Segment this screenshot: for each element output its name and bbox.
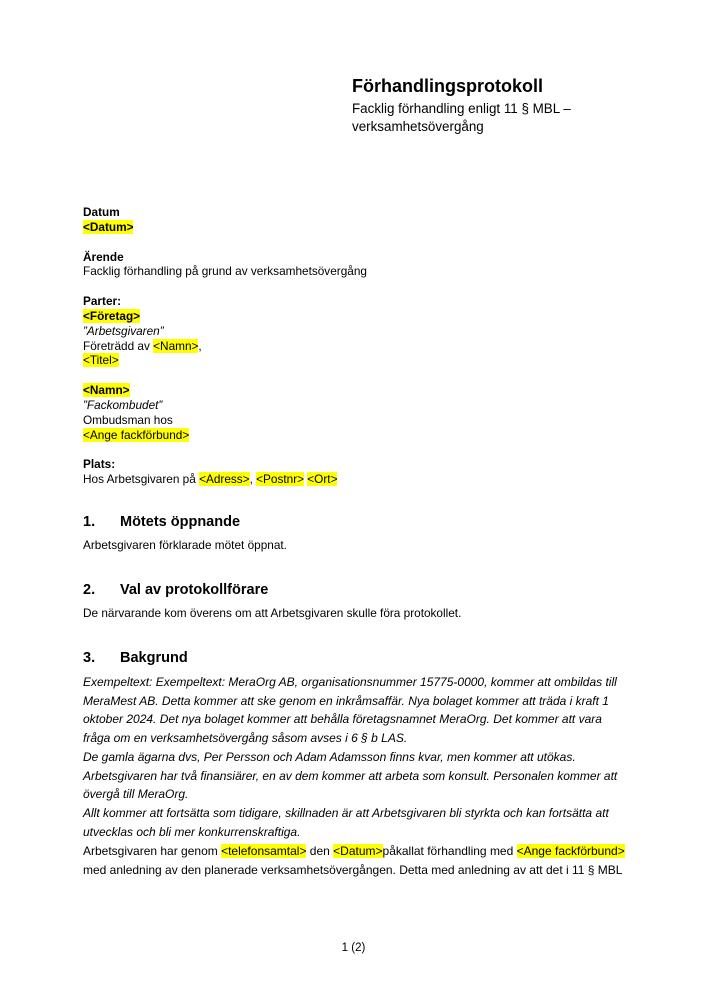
closing-run-2: den: [306, 843, 334, 858]
document-body: [83, 205, 629, 879]
section-1-number: 1.: [83, 513, 96, 530]
section-1-title: Mötets öppnande: [120, 513, 241, 530]
subtitle-line-2: verksamhetsövergång: [352, 118, 484, 134]
section-3-title: Bakgrund: [120, 649, 188, 666]
section-2-heading: [83, 581, 629, 599]
address-placeholder: <Adress>: [199, 472, 250, 487]
company-placeholder: <Företag>: [83, 308, 141, 323]
represented-by-text: Företrädd av: [83, 338, 154, 353]
background-example-paragraph-1: Exempeltext: Exempeltext: MeraOrg AB, organisationsnummer 15775-0000, kommer att ombildas till MeraMest AB. Detta kommer att ske genom en inkråmsaffär. Nya bolaget kommer att träda i kraft 1 oktober 2024. Det nya bolaget kommer att behålla företagsnamnet MeraOrg. Det kommer att vara fråga om en verksamhetsövergång såsom avses i 6 § b LAS.: [83, 674, 617, 746]
document-subtitle: [352, 100, 652, 136]
datum-label: Datum: [83, 205, 120, 219]
union-party: [83, 383, 629, 442]
closing-run-3: påkallat förhandling med: [382, 843, 517, 858]
title-placeholder: <Titel>: [83, 353, 119, 368]
postnr-placeholder: <Postnr>: [256, 472, 305, 487]
company-line: [83, 309, 629, 324]
represented-by-comma: ,: [198, 338, 202, 353]
represented-by-line: [83, 339, 629, 354]
arende-label: Ärende: [83, 249, 124, 264]
section-3-number: 3.: [83, 649, 96, 666]
page-number: 1 (2): [341, 942, 366, 954]
union-role: ”Fackombudet”: [83, 397, 163, 412]
plats-line: [83, 472, 629, 487]
arende-block: [83, 250, 629, 280]
employer-party: [83, 309, 629, 368]
section-1-heading: [83, 513, 629, 531]
plats-separator: ,: [249, 472, 257, 487]
arende-value: Facklig förhandling på grund av verksamhetsövergång: [83, 264, 367, 279]
datum-placeholder: <Datum>: [83, 219, 134, 234]
plats-block: [83, 457, 629, 487]
section-3-heading: [83, 649, 629, 667]
datum-inline-placeholder: <Datum>: [333, 843, 383, 858]
datum-value-line: [83, 220, 629, 235]
document-header: [352, 76, 652, 136]
closing-run-4: med anledning av den planerade verksamhetsövergången. Detta med anledning av att det i 11 § MBL: [83, 862, 623, 877]
subtitle-line-1: Facklig förhandling enligt 11 § MBL –: [352, 100, 571, 116]
section-2-body: De närvarande kom överens om att Arbetsgivaren skulle föra protokollet.: [83, 605, 462, 620]
employer-role: ”Arbetsgivaren”: [83, 323, 164, 338]
section-2-title: Val av protokollförare: [120, 581, 269, 598]
ort-placeholder: <Ort>: [307, 472, 338, 487]
section-1-body: Arbetsgivaren förklarade mötet öppnat.: [83, 538, 287, 553]
union-name-line: [83, 383, 629, 398]
background-example-paragraph-2: De gamla ägarna dvs, Per Persson och Adam Adamsson finns kvar, men kommer att utökas. Arbetsgivaren har två finansiärer, en av dem kommer att arbeta som konsult. Personalen kommer att övergå till MeraOrg.: [83, 749, 618, 802]
telefonsamtal-placeholder: <telefonsamtal>: [221, 843, 307, 858]
datum-block: [83, 205, 629, 235]
union-org-placeholder: <Ange fackförbund>: [83, 427, 190, 442]
title-line: [83, 353, 629, 368]
ombudsman-text: Ombudsman hos: [83, 412, 173, 427]
union-org-line: [83, 428, 629, 443]
union-rep-name-placeholder: <Namn>: [83, 383, 130, 398]
parter-block: [83, 294, 629, 442]
closing-run-1: Arbetsgivaren har genom: [83, 843, 222, 858]
plats-label: Plats:: [83, 457, 116, 472]
fackforbund-inline-placeholder: <Ange fackförbund>: [516, 843, 625, 858]
section-2-number: 2.: [83, 581, 96, 598]
employer-name-placeholder: <Namn>: [153, 338, 199, 353]
parter-label: Parter:: [83, 294, 122, 309]
page-footer: [0, 942, 707, 954]
background-example-paragraph-3: Allt kommer att fortsätta som tidigare, skillnaden är att Arbetsgivaren bli styrkta och kan fortsätta att utvecklas och bli mer konkurrenskraftiga.: [83, 806, 609, 840]
background-closing-paragraph: [83, 842, 629, 880]
plats-prefix: Hos Arbetsgivaren på: [83, 472, 200, 487]
document-title: Förhandlingsprotokoll: [352, 76, 543, 96]
